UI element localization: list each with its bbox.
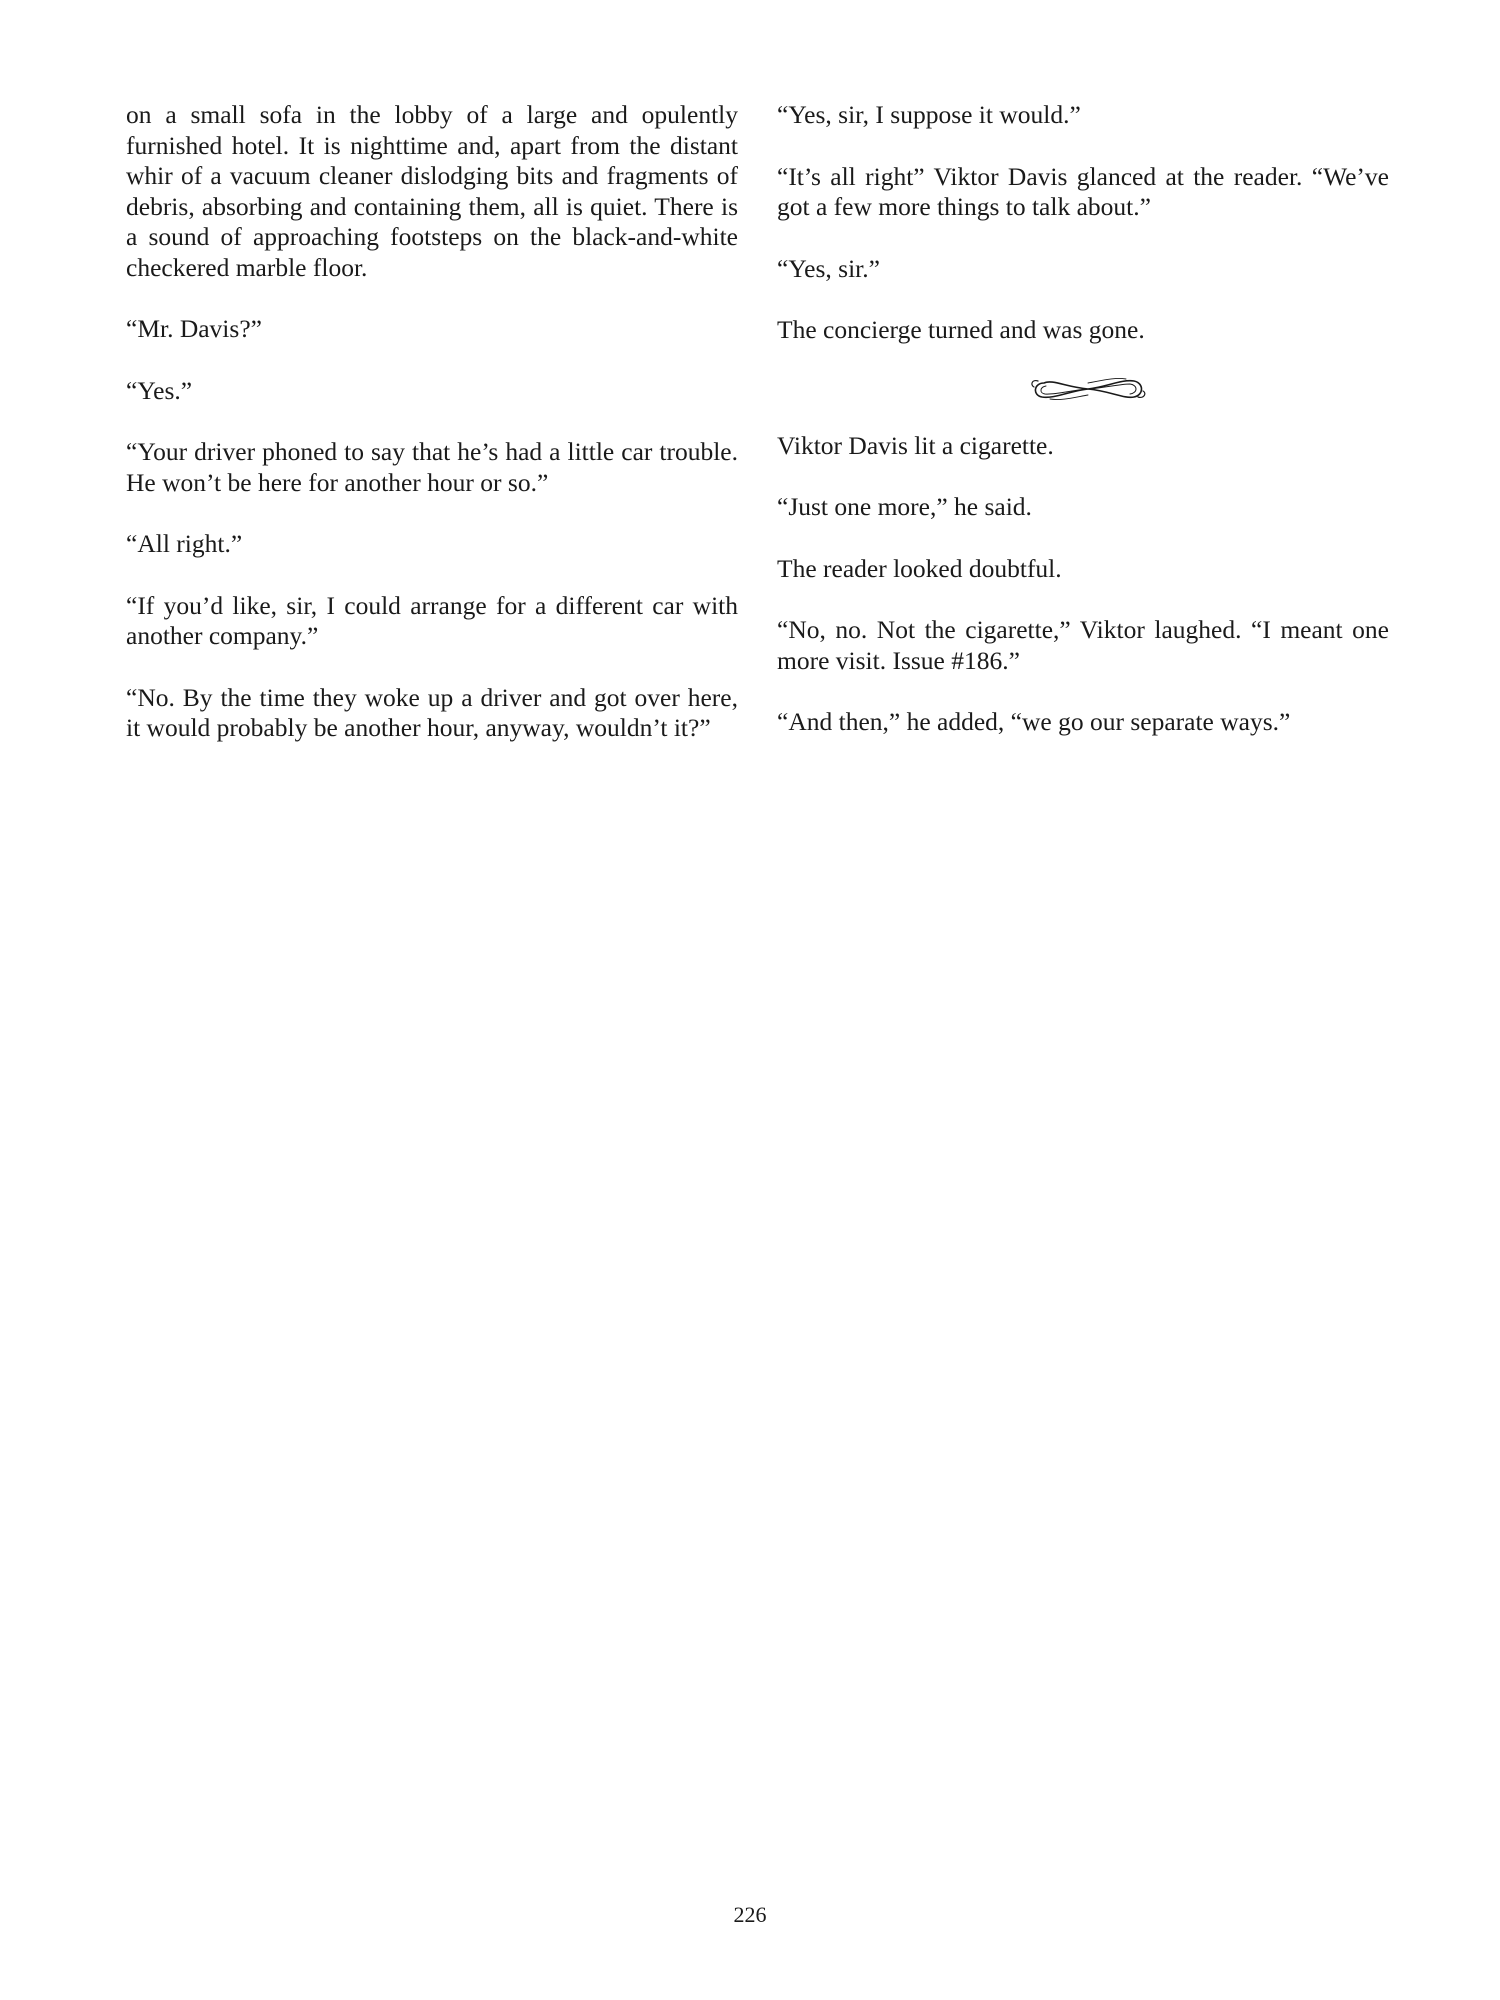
- paragraph: “Mr. Davis?”: [126, 314, 262, 343]
- paragraph: “Just one more,” he said.: [777, 492, 1032, 521]
- paragraph: “Yes, sir.”: [777, 253, 880, 283]
- paragraph: “Yes, sir, I suppose it would.”: [777, 100, 1081, 129]
- left-column: [126, 100, 738, 775]
- paragraph: Viktor Davis lit a cigarette.: [777, 430, 1054, 460]
- page-number: 226: [733, 1902, 767, 1927]
- paragraph: “It’s all right” Viktor Davis glanced at the reader. “We’ve got a few more things to talk about.”: [777, 161, 1389, 221]
- paragraph: “Your driver phoned to say that he’s had a little car trouble. He won’t be here for another hour or so.”: [126, 437, 738, 497]
- paragraph: “If you’d like, sir, I could arrange for a different car with another company.”: [126, 590, 738, 650]
- right-column: [777, 100, 1389, 769]
- paragraph: The reader looked doubtful.: [777, 553, 1062, 583]
- paragraph: The concierge turned and was gone.: [777, 315, 1145, 344]
- paragraph: “All right.”: [126, 529, 243, 558]
- paragraph: “No, no. Not the cigarette,” Viktor laughed. “I meant one more visit. Issue #186.”: [777, 615, 1389, 675]
- flourish-ornament-icon: [1016, 373, 1150, 405]
- paragraph: “No. By the time they woke up a driver and got over here, it would probably be another hour, anyway, wouldn’t it?”: [126, 682, 738, 742]
- paragraph: on a small sofa in the lobby of a large and opulently furnished hotel. It is nighttime and, apart from the distant whir of a vacuum cleaner dislodging bits and fragments of debris, absorbing and containing them, all is quiet. There is a sound of approaching footsteps on the black-and-white checkered marble floor.: [126, 100, 738, 282]
- paragraph: “And then,” he added, “we go our separate ways.”: [777, 707, 1291, 736]
- paragraph: “Yes.”: [126, 375, 193, 405]
